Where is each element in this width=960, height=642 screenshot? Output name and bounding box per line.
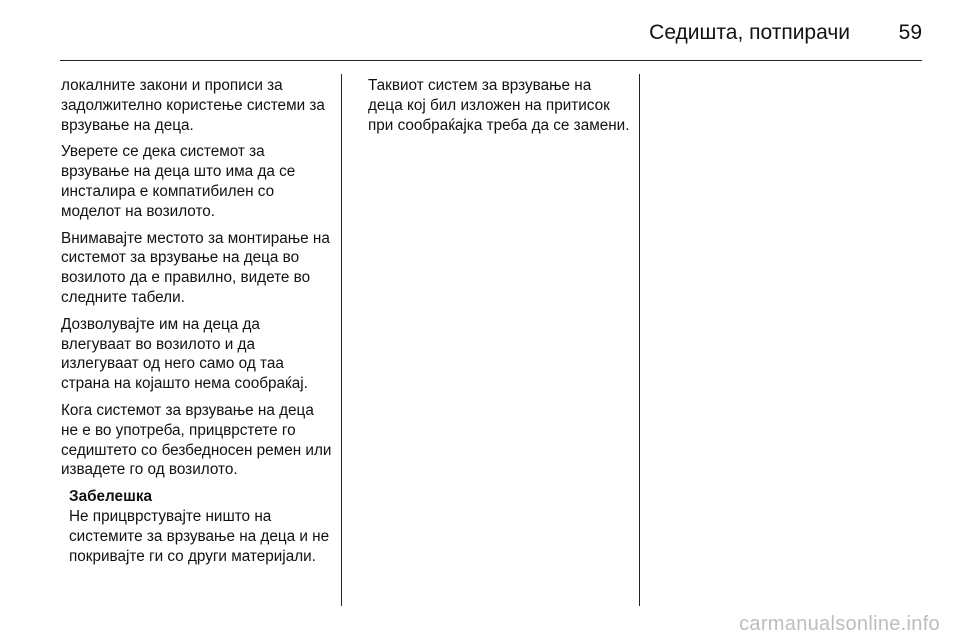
left-column [61, 76, 333, 566]
paragraph: Дозволувајте им на деца да влегуваат во возилото и да излегуваат од него само од таа страна на којашто нема сообраќај. [61, 315, 308, 393]
section-title: Седишта, потпирачи [649, 21, 850, 44]
column-divider [341, 74, 342, 606]
paragraph: Кога системот за врзување на деца не е во употреба, прицврстете го седиштето со безбедносен ремен или извадете го од возилото. [61, 401, 332, 479]
note-title: Забелешка [69, 488, 152, 506]
paragraph: Внимавајте местото за монтирање на системот за врзување на деца во возилото да е правилно, видете во следните табели. [61, 229, 330, 306]
paragraph: локалните закони и прописи за задолжително користење системи за врзување на деца. [61, 77, 325, 134]
column-divider [639, 74, 640, 606]
watermark: carmanualsonline.info [739, 613, 940, 635]
page-number: 59 [898, 21, 922, 44]
paragraph: Уверете се дека системот за врзување на деца што има да се инсталира е компатибилен со моделот на возилото. [61, 143, 296, 220]
note-block [69, 487, 333, 566]
header-rule [60, 60, 922, 61]
middle-column [368, 76, 630, 142]
note-text: Не прицврстувајте ништо на системите за врзување на деца и не покривајте ги со други материјали. [69, 507, 330, 565]
paragraph: Таквиот систем за врзување на деца кој бил изложен на притисок при сообраќајка треба да се замени. [368, 77, 630, 134]
